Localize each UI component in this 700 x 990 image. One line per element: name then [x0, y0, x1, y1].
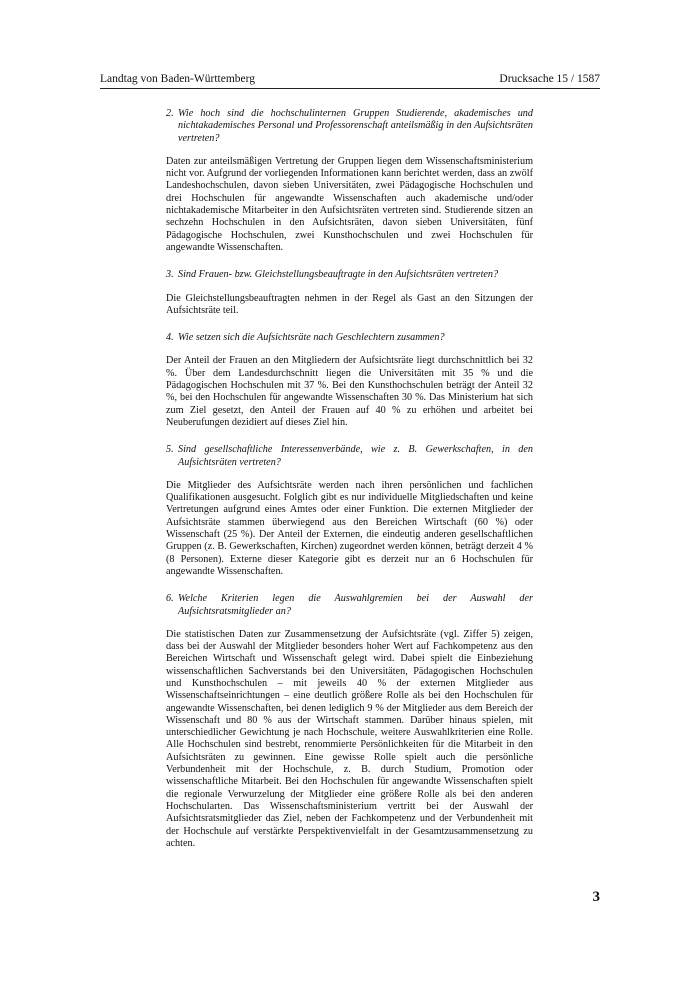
question-2	[166, 108, 533, 145]
question-number: 3.	[166, 269, 174, 281]
question-number: 4.	[166, 332, 174, 344]
answer-4: Der Anteil der Frauen an den Mitgliedern der Aufsichtsräte liegt durchschnittlich bei 32 %. Über dem Landesdurchschnitt liegen die Universitäten mit 35 % und die Pädagogischen Hochschulen mit 37 %. Bei den Kunsthochschulen beträgt der Anteil 32 %, bei den Hochschulen für angewandte Wissenschaften 30 %. Das Ministerium hat sich zum Ziel gesetzt, den Anteil der Frauen auf 40 % zu erhöhen und arbeitet bei Neuberufungen dezidiert auf dieses Ziel hin.	[166, 355, 533, 428]
answer-3: Die Gleichstellungsbeauftragten nehmen in der Regel als Gast an den Sitzungen der Aufsichtsräte teil.	[166, 292, 533, 316]
document-body	[166, 108, 533, 865]
question-text: Wie setzen sich die Aufsichtsräte nach Geschlechtern zusammen?	[178, 332, 445, 344]
question-text: Sind gesellschaftliche Interessenverbände, wie z. B. Gewerkschaften, in den Aufsichtsräten vertreten?	[178, 444, 533, 468]
page-number: 3	[592, 889, 600, 905]
question-3	[166, 269, 533, 281]
question-text: Welche Kriterien legen die Auswahlgremien bei der Auswahl der Aufsichtsratsmitglieder an?	[178, 593, 533, 617]
question-text: Wie hoch sind die hochschulinternen Gruppen Studierende, akademisches und nichtakademisches Personal und Professorenschaft anteilsmäßig in den Aufsichtsräten vertreten?	[178, 108, 533, 144]
question-text: Sind Frauen- bzw. Gleichstellungsbeauftragte in den Aufsichtsräten vertreten?	[178, 269, 499, 281]
answer-5: Die Mitglieder des Aufsichtsräte werden nach ihren persönlichen und fachlichen Qualifikationen ausgesucht. Folglich gibt es nur individuelle Mitgliedschaften und keine Vertretungen aufgrund eines Amtes oder einer Funktion. Die externen Mitglieder der Aufsichtsräte stammen überwiegend aus den Bereichen Wirtschaft (60 %) oder Wissenschaft (25 %). Der Anteil der Externen, die eindeutig anderen gesellschaftlichen Gruppen (z. B. Gewerkschaften, Kirchen) zugeordnet werden können, beträgt derzeit 4 % (8 Personen). Externe dieser Kategorie gibt es derzeit nur an 6 Hochschulen für angewandte Wissenschaften.	[166, 479, 533, 577]
question-number: 2.	[166, 108, 174, 119]
header-parliament-name: Landtag von Baden-Württemberg	[100, 73, 255, 85]
question-number: 6.	[166, 593, 174, 605]
question-4	[166, 332, 533, 344]
answer-6: Die statistischen Daten zur Zusammensetzung der Aufsichtsräte (vgl. Ziffer 5) zeigen, dass bei der Auswahl der Mitglieder besonders hoher Wert auf Fachkompetenz aus den Bereichen Wirtschaft und Wissenschaft gelegt wird. Dabei spielt die Einbeziehung wissenschaftlichen Sachverstands bei den Universitäten, Pädagogischen Hochschulen und Kunsthochschulen – mit jeweils 40 % der externen Mitglieder aus Wissenschaftseinrichtungen – eine deutlich größere Rolle als bei den Hochschulen für angewandte Wissenschaften, bei denen lediglich 9 % der Mitglieder aus dem Bereich der Wissenschaft und 80 % aus der Wirtschaft stammen. Darüber hinaus spielen, mit unterschiedlicher Gewichtung je nach Hochschule, weitere Auswahlkriterien eine Rolle. Alle Hochschulen sind bestrebt, renommierte Persönlichkeiten für die Mitarbeit in den Aufsichtsräten zu gewinnen. Eine gewisse Rolle spielt auch die persönliche Verbundenheit mit der Hochschule, z. B. durch Studium, Promotion oder wissenschaftliche Mitarbeit. Bei den Hochschulen für angewandte Wissenschaften spielt die regionale Verwurzelung der Mitglieder eine größere Rolle als bei den anderen Hochschularten. Das Wissenschaftsministerium vertritt bei der Auswahl der Aufsichtsratsmitglieder das Ziel, neben der Fachkompetenz und der Verbundenheit mit der Hochschule auf verstärkte Perspektivenvielfalt in der Gesamtzusammensetzung zu achten.	[166, 628, 533, 849]
question-5	[166, 444, 533, 469]
question-number: 5.	[166, 444, 174, 456]
question-6	[166, 593, 533, 618]
page-header	[100, 70, 600, 89]
answer-2: Daten zur anteilsmäßigen Vertretung der Gruppen liegen dem Wissenschaftsministerium nicht vor. Aufgrund der vorliegenden Informationen kann berichtet werden, dass an zwölf Landeshochschulen, davon sieben Universitäten, zwei Pädagogische Hochschulen und drei Hochschulen für angewandte Wissenschaften auch akademische und/oder nichtakademische Mitarbeiter in den Aufsichtsräten vertreten sind. Studierende sitzen an sechzehn Hochschulen in den Aufsichtsräten, davon sieben Universitäten, fünf Pädagogische Hochschulen, zwei Kunsthochschulen und zwei Hochschulen für angewandte Wissenschaften.	[166, 155, 533, 253]
header-document-number: Drucksache 15 / 1587	[499, 73, 600, 85]
